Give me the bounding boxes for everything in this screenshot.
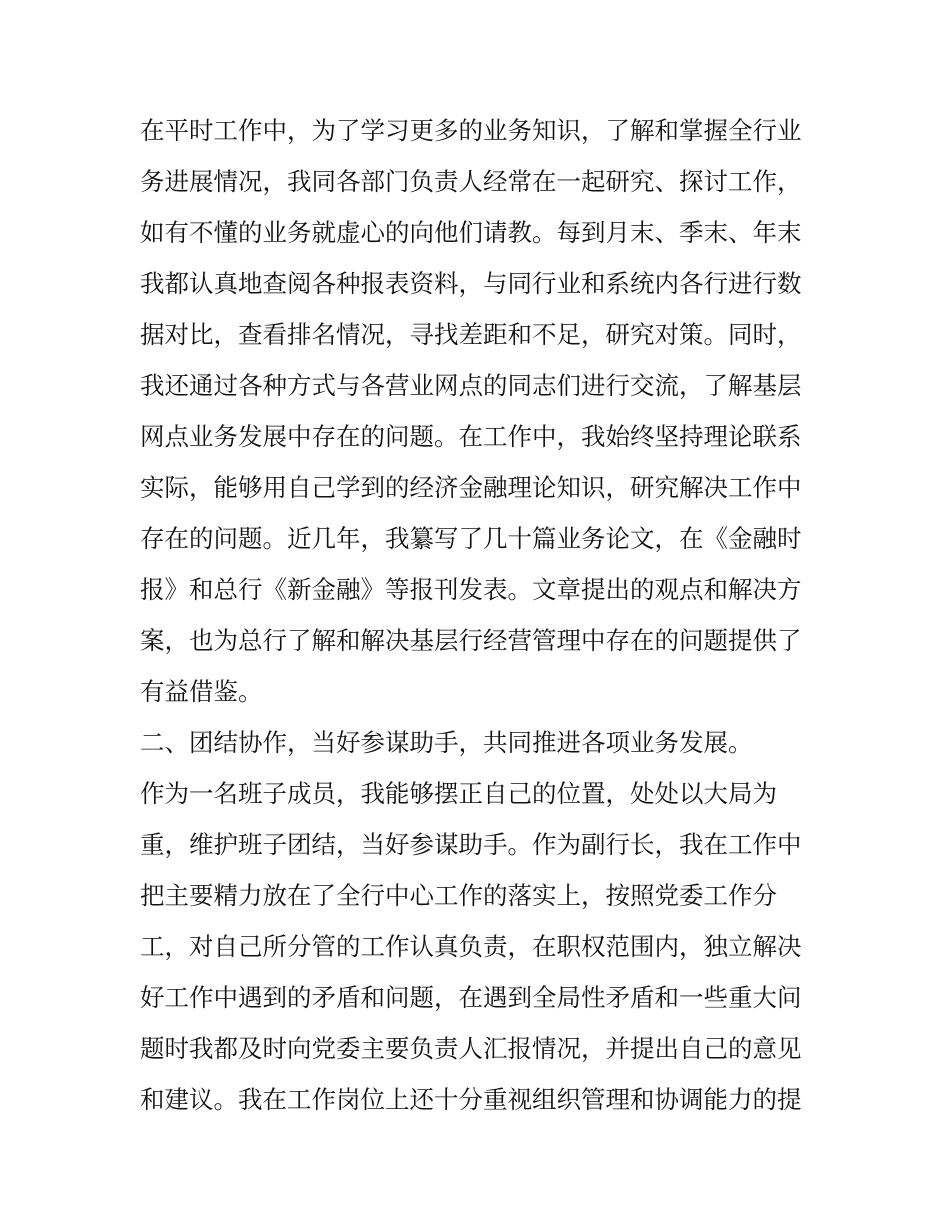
text-line: 把主要精力放在了全行中心工作的落实上，按照党委工作分 <box>140 881 777 910</box>
section-heading: 二、团结协作，当好参谋助手，共同推进各项业务发展。 <box>140 728 753 757</box>
text-line: 工，对自己所分管的工作认真负责，在职权范围内，独立解决 <box>140 932 802 961</box>
text-line: 报》和总行《新金融》等报刊发表。文章提出的观点和解决方 <box>140 575 802 604</box>
text-line: 题时我都及时向党委主要负责人汇报情况，并提出自己的意见 <box>140 1034 802 1063</box>
text-line: 作为一名班子成员，我能够摆正自己的位置，处处以大局为 <box>140 779 777 808</box>
text-line: 重，维护班子团结，当好参谋助手。作为副行长，我在工作中 <box>140 830 802 859</box>
text-line: 案，也为总行了解和解决基层行经营管理中存在的问题提供了 <box>140 626 802 655</box>
text-line: 我还通过各种方式与各营业网点的同志们进行交流，了解基层 <box>140 371 802 400</box>
text-line: 务进展情况，我同各部门负责人经常在一起研究、探讨工作， <box>140 167 802 196</box>
text-line: 存在的问题。近几年，我纂写了几十篇业务论文，在《金融时 <box>140 524 802 553</box>
text-line: 我都认真地查阅各种报表资料，与同行业和系统内各行进行数 <box>140 269 802 298</box>
text-line: 好工作中遇到的矛盾和问题，在遇到全局性矛盾和一些重大问 <box>140 983 802 1012</box>
text-line: 网点业务发展中存在的问题。在工作中，我始终坚持理论联系 <box>140 422 802 451</box>
text-line: 有益借鉴。 <box>140 677 263 706</box>
text-line: 在平时工作中，为了学习更多的业务知识，了解和掌握全行业 <box>140 116 802 145</box>
document-body <box>140 105 820 1125</box>
text-line: 据对比，查看排名情况，寻找差距和不足，研究对策。同时， <box>140 320 802 349</box>
text-line: 和建议。我在工作岗位上还十分重视组织管理和协调能力的提 <box>140 1085 802 1114</box>
text-line: 实际，能够用自己学到的经济金融理论知识，研究解决工作中 <box>140 473 802 502</box>
text-line: 如有不懂的业务就虚心的向他们请教。每到月末、季末、年末 <box>140 218 802 247</box>
